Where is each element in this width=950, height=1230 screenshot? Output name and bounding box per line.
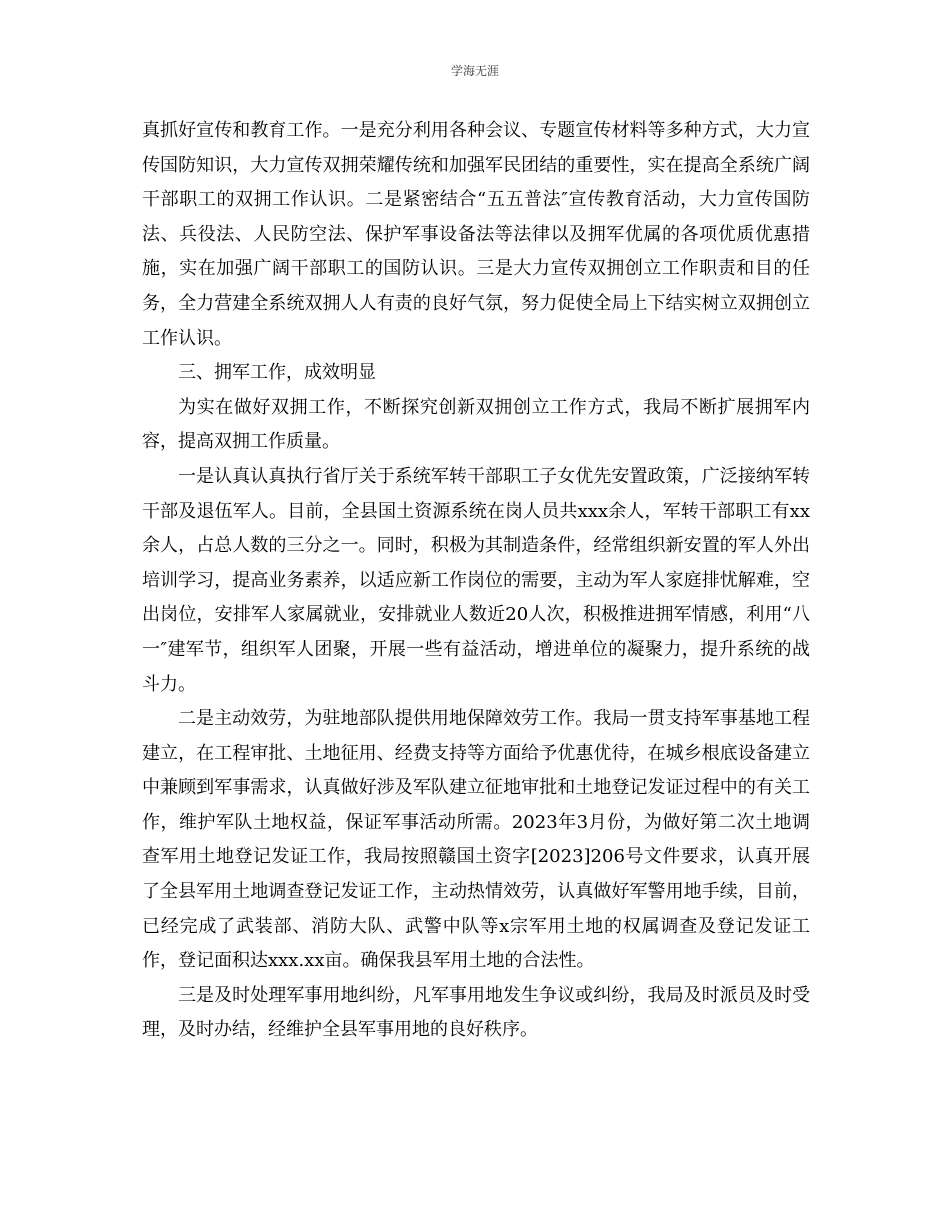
paragraph-5: 二是主动效劳，为驻地部队提供用地保障效劳工作。我局一贯支持军事基地工程建立，在工程审批、土地征用、经费支持等方面给予优惠优待，在城乡根底设备建立中兼顾到军事需求，认真做好涉及军队建立征地审批和土地登记发证过程中的有关工作，维护军队土地权益，保证军事活动所需。2023年3月份，为做好第二次土地调查军用土地登记发证工作，我局按照赣国土资字[2023]206号文件要求，认真开展了全县军用土地调查登记发证工作，主动热情效劳，认真做好军警用地手续，目前，已经完成了武装部、消防大队、武警中队等x宗军用土地的权属调查及登记发证工作，登记面积达xxx.xx亩。确保我县军用土地的合法性。 <box>142 708 810 972</box>
document-body <box>142 114 810 1048</box>
paragraph-6: 三是及时处理军事用地纠纷，凡军事用地发生争议或纠纷，我局及时派员及时受理，及时办结，经维护全县军事用地的良好秩序。 <box>142 984 810 1041</box>
page-header: 学海无涯 <box>450 64 499 78</box>
paragraph-4: 一是认真认真执行省厅关于系统军转干部职工子女优先安置政策，广泛接纳军转干部及退伍军人。目前，全县国土资源系统在岗人员共xxx余人，军转干部职工有xx余人，占总人数的三分之一。同时，积极为其制造条件，经常组织新安置的军人外出培训学习，提高业务素养，以适应新工作岗位的需要，主动为军人家庭排忧解难，空出岗位，安排军人家属就业，安排就业人数近20人次，积极推进拥军情感，利用“八一″建军节，组织军人团聚，开展一些有益活动，增进单位的凝聚力，提升系统的战斗力。 <box>142 465 810 695</box>
paragraph-3: 为实在做好双拥工作，不断探究创新双拥创立工作方式，我局不断扩展拥军内容，提高双拥工作质量。 <box>142 396 810 453</box>
section-heading: 三、拥军工作，成效明显 <box>178 362 376 384</box>
paragraph-1: 真抓好宣传和教育工作。一是充分利用各种会议、专题宣传材料等多种方式，大力宣传国防知识，大力宣传双拥荣耀传统和加强军民团结的重要性，实在提高全系统广阔干部职工的双拥工作认识。二是紧密结合“五五普法″宣传教育活动，大力宣传国防法、兵役法、人民防空法、保护军事设备法等法律以及拥军优属的各项优质优惠措施，实在加强广阔干部职工的国防认识。三是大力宣传双拥创立工作职责和目的任务，全力营建全系统双拥人人有责的良好气氛，努力促使全局上下结实树立双拥创立工作认识。 <box>142 120 810 349</box>
